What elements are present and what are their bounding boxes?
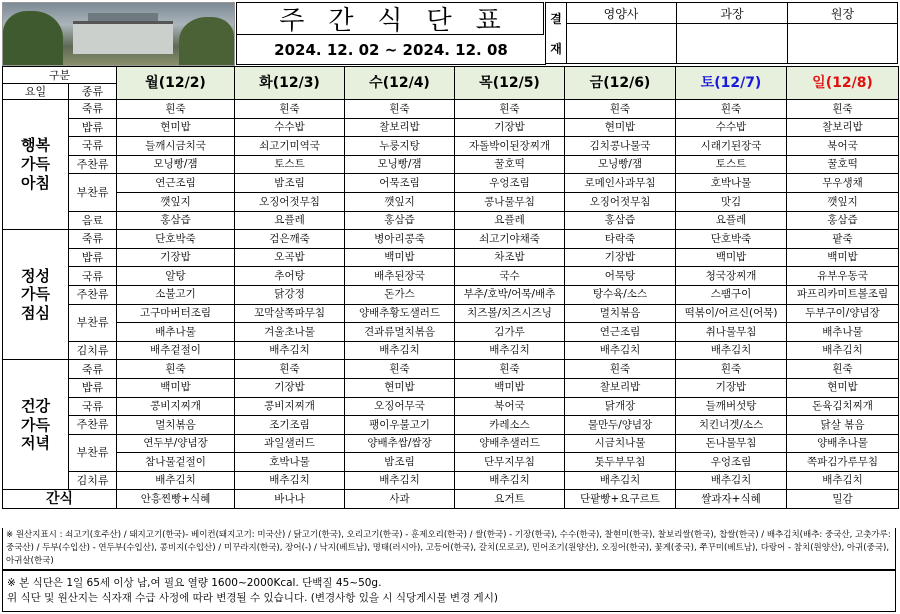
menu-cell: 자돌박이된장찌개	[455, 137, 565, 156]
menu-cell: 모닝빵/잼	[345, 155, 455, 174]
category-cell: 죽류	[69, 230, 117, 249]
category-cell: 음료	[69, 211, 117, 230]
category-cell: 주찬류	[69, 285, 117, 304]
menu-cell: 닭살 볶음	[787, 416, 899, 435]
menu-cell: 흰죽	[455, 360, 565, 379]
menu-row	[3, 285, 899, 304]
menu-cell: 백미밥	[676, 248, 787, 267]
menu-cell: 기장밥	[565, 248, 676, 267]
jongryu-header: 종류	[69, 84, 117, 100]
day-header-sun: 일(12/8)	[787, 67, 899, 100]
menu-cell: 흰죽	[455, 100, 565, 119]
menu-cell: 깻잎지	[787, 192, 899, 211]
menu-cell: 돈육김치찌개	[787, 397, 899, 416]
approval-box	[545, 2, 898, 64]
menu-row	[3, 323, 899, 342]
snack-row	[3, 490, 899, 509]
menu-cell: 북어국	[787, 137, 899, 156]
menu-cell: 흰죽	[787, 360, 899, 379]
menu-cell: 추어탕	[235, 267, 345, 286]
menu-row	[3, 211, 899, 230]
approver-dietitian: 영양사	[566, 3, 677, 63]
menu-cell: 밤조림	[235, 174, 345, 193]
menu-cell: 깻잎지	[345, 192, 455, 211]
category-cell: 김치류	[69, 341, 117, 360]
menu-cell: 치킨너겟/소스	[676, 416, 787, 435]
menu-cell: 배추김치	[676, 341, 787, 360]
menu-cell: 탕수육/소스	[565, 285, 676, 304]
menu-cell: 홍삼즙	[345, 211, 455, 230]
snack-cell: 밀감	[787, 490, 899, 509]
snack-cell: 안흥찐빵+식혜	[117, 490, 235, 509]
menu-cell: 꿀호떡	[787, 155, 899, 174]
menu-cell: 물만두/양념장	[565, 416, 676, 435]
menu-cell: 수수밥	[235, 118, 345, 137]
menu-cell: 기장밥	[676, 378, 787, 397]
menu-cell: 고구마버터조림	[117, 304, 235, 323]
menu-cell: 배추김치	[345, 341, 455, 360]
category-cell: 부찬류	[69, 434, 117, 471]
menu-cell: 돈나물무침	[676, 434, 787, 453]
menu-cell: 겨울초나물	[235, 323, 345, 342]
menu-cell: 돈가스	[345, 285, 455, 304]
menu-cell: 홍삼즙	[565, 211, 676, 230]
day-header-sat: 토(12/7)	[676, 67, 787, 100]
menu-cell: 밤조림	[345, 453, 455, 472]
menu-cell: 모닝빵/잼	[565, 155, 676, 174]
category-cell: 국류	[69, 137, 117, 156]
menu-row	[3, 341, 899, 360]
menu-cell: 배추김치	[565, 471, 676, 490]
menu-cell: 유부우동국	[787, 267, 899, 286]
menu-cell: 들깨시금치국	[117, 137, 235, 156]
menu-cell: 병아리콩죽	[345, 230, 455, 249]
menu-cell: 북어국	[455, 397, 565, 416]
menu-row	[3, 397, 899, 416]
menu-cell: 배추김치	[676, 471, 787, 490]
snack-cell: 요거트	[455, 490, 565, 509]
menu-cell: 견과류멸치볶음	[345, 323, 455, 342]
menu-cell: 배추김치	[565, 341, 676, 360]
snack-cell: 바나나	[235, 490, 345, 509]
date-range: 2024. 12. 02 ~ 2024. 12. 08	[236, 35, 546, 65]
menu-cell: 닭개장	[565, 397, 676, 416]
category-cell: 김치류	[69, 471, 117, 490]
menu-cell: 흰죽	[345, 360, 455, 379]
menu-cell: 요플레	[455, 211, 565, 230]
menu-cell: 백미밥	[117, 378, 235, 397]
menu-cell: 국수	[455, 267, 565, 286]
meal-label-breakfast: 행복 가득 아침	[3, 100, 69, 230]
day-header-mon: 월(12/2)	[117, 67, 235, 100]
menu-cell: 두부구이/양념장	[787, 304, 899, 323]
snack-cell: 단팥빵+요구르트	[565, 490, 676, 509]
menu-cell: 흰죽	[565, 360, 676, 379]
menu-cell: 콩나물무침	[455, 192, 565, 211]
menu-cell: 김치콩나물국	[565, 137, 676, 156]
menu-cell: 양배추황도샐러드	[345, 304, 455, 323]
approver-manager: 과장	[677, 3, 788, 63]
menu-cell: 톳두부무침	[565, 453, 676, 472]
day-header-fri: 금(12/6)	[565, 67, 676, 100]
page-title: 주간식단표	[236, 2, 544, 35]
menu-row	[3, 434, 899, 453]
menu-cell: 스팸구이	[676, 285, 787, 304]
menu-cell: 흰죽	[787, 100, 899, 119]
menu-row	[3, 118, 899, 137]
origin-notice: ※ 원산지표시 : 쇠고기(호주산) / 돼지고기(한국)- 베이컨(돼지고기: 미국산) / 닭고기(한국), 오리고기(한국) - 훈제오리(한국) / 쌀(한국) - 기장(한국), 수수(한국), 찰현미(한국), 찰보리쌀(한국), 찹쌀(한국) / 배추김치(배추: 중국산, 고춧가루: 중국산) / 두부(수입산) - 연두부(수입산), 콩비지(수입산) / 미꾸라지(한국), 장어(-) / 낙지(베트남), 명태(러시아), 고등어(한국), 갈치(모로코), 민어조기(원양산), 오징어(한국), 꽃게(중국), 쭈꾸미(베트남), 다랑어 - 참치(원양산), 아귀(중국), 아귀살(한국)	[2, 528, 896, 570]
menu-cell: 로메인사과무침	[565, 174, 676, 193]
category-cell: 국류	[69, 267, 117, 286]
menu-cell: 기장밥	[235, 378, 345, 397]
menu-cell: 현미밥	[345, 378, 455, 397]
menu-cell: 배추김치	[345, 471, 455, 490]
menu-row	[3, 192, 899, 211]
menu-cell: 배추김치	[455, 341, 565, 360]
menu-row	[3, 416, 899, 435]
approval-label: 결 재	[546, 3, 567, 63]
menu-cell: 백미밥	[787, 248, 899, 267]
category-cell: 부찬류	[69, 174, 117, 211]
menu-row	[3, 230, 899, 249]
menu-cell: 조기조림	[235, 416, 345, 435]
menu-cell: 흰죽	[676, 360, 787, 379]
menu-cell: 참나물겉절이	[117, 453, 235, 472]
menu-row	[3, 174, 899, 193]
gubun-header: 구분	[3, 67, 117, 84]
yoil-header: 요일	[3, 84, 69, 100]
day-header-tue: 화(12/3)	[235, 67, 345, 100]
menu-cell: 배추김치	[235, 471, 345, 490]
menu-row	[3, 304, 899, 323]
menu-cell: 흰죽	[117, 360, 235, 379]
building-photo	[2, 2, 235, 66]
menu-cell: 단호박죽	[676, 230, 787, 249]
menu-cell: 양배추나물	[787, 434, 899, 453]
menu-cell: 연두부/양념장	[117, 434, 235, 453]
menu-cell: 배추나물	[787, 323, 899, 342]
menu-cell: 어묵탕	[565, 267, 676, 286]
menu-cell: 시래기된장국	[676, 137, 787, 156]
menu-row	[3, 267, 899, 286]
menu-cell: 청국장찌개	[676, 267, 787, 286]
menu-cell: 흰죽	[345, 100, 455, 119]
menu-cell: 기장밥	[117, 248, 235, 267]
category-cell: 밥류	[69, 378, 117, 397]
category-cell: 죽류	[69, 360, 117, 379]
menu-cell: 김가루	[455, 323, 565, 342]
menu-cell: 부추/호박/어묵/배추	[455, 285, 565, 304]
menu-cell: 흰죽	[117, 100, 235, 119]
category-cell: 밥류	[69, 248, 117, 267]
menu-cell: 알탕	[117, 267, 235, 286]
menu-table	[2, 66, 899, 509]
category-cell: 주찬류	[69, 155, 117, 174]
menu-cell: 쇠고기야채죽	[455, 230, 565, 249]
meal-label-dinner: 건강 가득 저녁	[3, 360, 69, 490]
meal-label-lunch: 정성 가득 점심	[3, 230, 69, 360]
menu-cell: 취나물무침	[676, 323, 787, 342]
menu-cell: 백미밥	[455, 378, 565, 397]
menu-cell: 연근조림	[565, 323, 676, 342]
menu-cell: 모닝빵/잼	[117, 155, 235, 174]
menu-cell: 타락죽	[565, 230, 676, 249]
menu-cell: 우엉조림	[455, 174, 565, 193]
menu-cell: 연근조림	[117, 174, 235, 193]
notes	[2, 570, 896, 612]
menu-cell: 깻잎지	[117, 192, 235, 211]
menu-cell: 닭강정	[235, 285, 345, 304]
snack-cell: 쌀과자+식혜	[676, 490, 787, 509]
header	[0, 0, 900, 66]
approver-director: 원장	[788, 3, 897, 63]
menu-row	[3, 360, 899, 379]
category-cell: 국류	[69, 397, 117, 416]
menu-cell: 팽이우불고기	[345, 416, 455, 435]
menu-row	[3, 248, 899, 267]
menu-cell: 배추김치	[117, 471, 235, 490]
menu-cell: 수수밥	[676, 118, 787, 137]
menu-cell: 차조밥	[455, 248, 565, 267]
menu-cell: 찰보리밥	[345, 118, 455, 137]
category-cell: 주찬류	[69, 416, 117, 435]
menu-cell: 오징어무국	[345, 397, 455, 416]
menu-cell: 요플레	[676, 211, 787, 230]
menu-cell: 배추김치	[235, 341, 345, 360]
note-line: ※ 본 식단은 1일 65세 이상 남,여 필요 열량 1600~2000Kcal. 단백질 45~50g.	[7, 577, 382, 589]
menu-cell: 토스트	[235, 155, 345, 174]
menu-row	[3, 137, 899, 156]
menu-cell: 현미밥	[787, 378, 899, 397]
menu-cell: 흰죽	[565, 100, 676, 119]
category-cell: 죽류	[69, 100, 117, 119]
day-header-wed: 수(12/4)	[345, 67, 455, 100]
menu-cell: 시금치나물	[565, 434, 676, 453]
menu-cell: 들깨버섯탕	[676, 397, 787, 416]
category-cell: 부찬류	[69, 304, 117, 341]
menu-cell: 과일샐러드	[235, 434, 345, 453]
menu-cell: 파프리카미트볼조림	[787, 285, 899, 304]
menu-cell: 토스트	[676, 155, 787, 174]
menu-cell: 누룽지탕	[345, 137, 455, 156]
menu-cell: 멸치볶음	[117, 416, 235, 435]
menu-cell: 배추나물	[117, 323, 235, 342]
menu-cell: 오징어젓무침	[565, 192, 676, 211]
menu-cell: 멸치볶음	[565, 304, 676, 323]
menu-cell: 콩비지찌개	[235, 397, 345, 416]
menu-cell: 흰죽	[235, 100, 345, 119]
menu-cell: 찰보리밥	[787, 118, 899, 137]
snack-cell: 사과	[345, 490, 455, 509]
menu-cell: 호박나물	[235, 453, 345, 472]
menu-cell: 현미밥	[565, 118, 676, 137]
menu-cell: 치즈볼/치즈시즈닝	[455, 304, 565, 323]
menu-cell: 단무지무침	[455, 453, 565, 472]
menu-cell: 흰죽	[235, 360, 345, 379]
menu-cell: 양배추샐러드	[455, 434, 565, 453]
menu-cell: 꿀호떡	[455, 155, 565, 174]
menu-cell: 홍삼즙	[117, 211, 235, 230]
menu-cell: 호박나물	[676, 174, 787, 193]
menu-cell: 홍삼즙	[787, 211, 899, 230]
menu-cell: 현미밥	[117, 118, 235, 137]
menu-cell: 쇠고기미역국	[235, 137, 345, 156]
menu-cell: 배추김치	[455, 471, 565, 490]
menu-row	[3, 453, 899, 472]
menu-row	[3, 155, 899, 174]
menu-cell: 검은깨죽	[235, 230, 345, 249]
menu-cell: 우엉조림	[676, 453, 787, 472]
menu-row	[3, 378, 899, 397]
menu-cell: 쪽파김가루무침	[787, 453, 899, 472]
menu-cell: 배추김치	[787, 341, 899, 360]
menu-cell: 흰죽	[676, 100, 787, 119]
snack-label: 간식	[3, 490, 117, 509]
menu-cell: 단호박죽	[117, 230, 235, 249]
menu-row	[3, 471, 899, 490]
menu-cell: 배추된장국	[345, 267, 455, 286]
menu-cell: 배추김치	[787, 471, 899, 490]
menu-cell: 떡볶이/어르신(어묵)	[676, 304, 787, 323]
menu-cell: 팥죽	[787, 230, 899, 249]
menu-cell: 무우생채	[787, 174, 899, 193]
menu-cell: 꼬막살쪽파무침	[235, 304, 345, 323]
menu-cell: 백미밥	[345, 248, 455, 267]
menu-cell: 맛김	[676, 192, 787, 211]
menu-cell: 콩비지찌개	[117, 397, 235, 416]
menu-cell: 소불고기	[117, 285, 235, 304]
day-header-thu: 목(12/5)	[455, 67, 565, 100]
note-line: 위 식단 및 원산지는 식자재 수급 사정에 따라 변경될 수 있습니다. (변경사항 있을 시 식당게시물 변경 게시)	[7, 592, 498, 604]
category-cell: 밥류	[69, 118, 117, 137]
menu-cell: 양배추쌈/쌈장	[345, 434, 455, 453]
menu-cell: 오곡밥	[235, 248, 345, 267]
menu-cell: 찰보리밥	[565, 378, 676, 397]
menu-cell: 배추겉절이	[117, 341, 235, 360]
menu-row	[3, 100, 899, 119]
menu-cell: 오징어젓무침	[235, 192, 345, 211]
menu-cell: 기장밥	[455, 118, 565, 137]
menu-cell: 카레소스	[455, 416, 565, 435]
menu-cell: 어묵조림	[345, 174, 455, 193]
menu-cell: 요플레	[235, 211, 345, 230]
